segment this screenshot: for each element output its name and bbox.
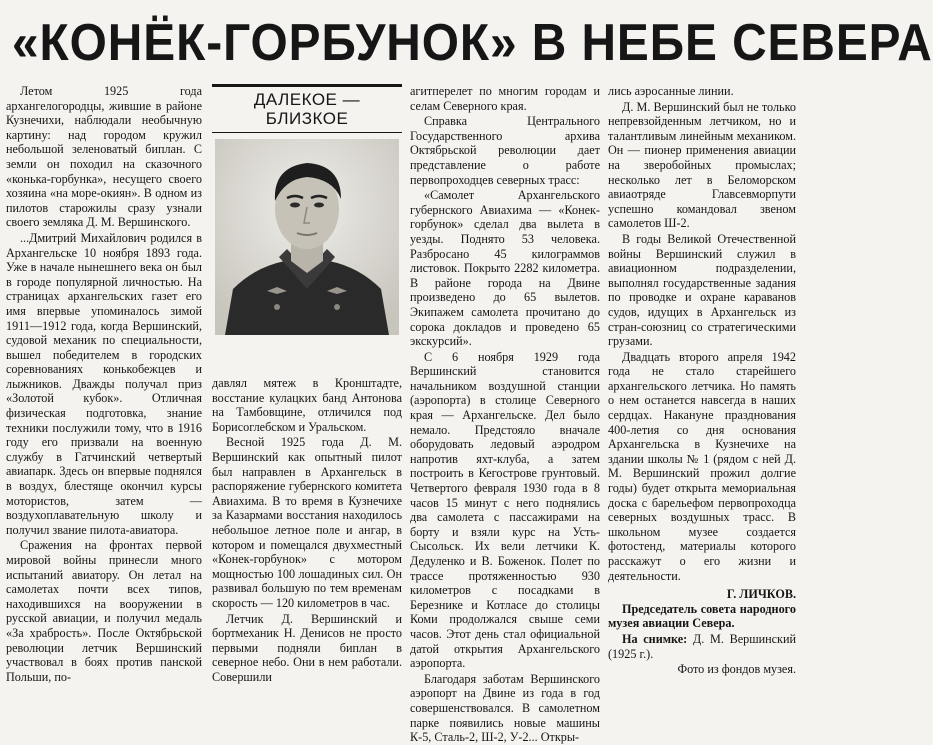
paragraph: Д. М. Вершинский был не только непревзойденным летчиком, но и талантливым линейным механиком. Он — пионер применения авиации на зверобойных промыслах; несколько лет в Беломорском авиаотряде Главсевморпути успешно командовал звеном самолетов Ш-2.	[608, 99, 796, 231]
paragraph: лись аэросанные линии.	[608, 84, 734, 98]
photo-credit: Фото из фондов музея.	[677, 662, 796, 677]
article-column-2	[212, 376, 402, 684]
paragraph: Летом 1925 года архангелогородцы, жившие в районе Кузнечихи, наблюдали необычную картину: над городом кружил небольшой зеленоватый биплан. С земли он походил на сказочного «конька-горбунка», несущего своего хозяина «на море-окиян». В одном из пилотов старожилы сразу узнали своего земляка Д. М. Вершинского.	[6, 84, 202, 230]
paragraph: давлял мятеж в Кронштадте, восстание кулацких банд Антонова на Тамбовщине, отличился под Борисоглебском и Уральском.	[212, 376, 402, 434]
paragraph: Сражения на фронтах первой мировой войны принесли много испытаний авиатору. Он летал на самолетах почти всех типов, находившихся на вооружении в русской авиации, и получил медаль «За храбрость». После Октябрьской революции летчик Вершинский участвовал в боях против панской Польши, по-	[6, 538, 202, 684]
article-column-1	[6, 84, 202, 684]
paragraph: В годы Великой Отечественной войны Вершинский служил в авиационном подразделении, выполнял государственные задания по проводке и охране караванов судов, идущих в Архангельск из стран-союзниц со стратегическими грузами.	[608, 231, 796, 349]
paragraph: ...Дмитрий Михайлович родился в Архангельске 10 ноября 1893 года. Уже в начале нынешнего века он был в городе популярной личностью. На страницах архангельских газет его имя впервые упоминалось зимой 1911—1912 года, когда Вершинский, судовой механик по специальности, вышел победителем в городских соревнованиях конькобежцев и лыжников. Дважды получал приз «Золотой кубок». Отличная физическая подготовка, знание техники послужили тому, что в 1916 году его призвали на военную службу в Гатчинский четвертый авиапарк. Здесь он впервые поднялся в воздух, блестяще окончил курсы мотористов, затем — воздухоплавательную школу и получил звание пилота-авиатора.	[6, 230, 202, 537]
paragraph: Справка Центрального Государственного архива Октябрьской революции дает представление о работе первопроходцев северных трасс:	[410, 114, 600, 187]
rubric-heading: ДАЛЕКОЕ — БЛИЗКОЕ	[212, 84, 402, 133]
article-column-4	[608, 84, 796, 684]
portrait-icon	[215, 139, 399, 335]
author-signature: Г. ЛИЧКОВ.	[726, 587, 796, 602]
paragraph: С 6 ноября 1929 года Вершинский становится начальником воздушной станции (аэропорта) в столице Северного края — Архангельске. Дел было немало. Предстояло вначале оборудовать ледовый аэродром напротив яхт-клуба, а затем построить в Кегострове грунтовый. Четвертого февраля 1930 года в 8 часов 15 минут с него поднялись два самолета с пассажирами на борту и взяли курс на Усть-Сысольск. Их вели летчики К. Дедуленко и В. Боженок. Полет по трассе протяженностью 930 километров с посадками в Березнике и Котласе до столицы Коми продолжался свыше семи часов. Этот день стал официальной датой открытия Архангельского аэропорта.	[410, 349, 600, 671]
paragraph: Весной 1925 года Д. М. Вершинский как опытный пилот был направлен в Архангельск в распоряжение губернского комитета Авиахима. В то время в Кузнечихе за Казармами восстания находилось небольшое летное поле и ангар, в котором и помещался двухместный «Конек-горбунок» с мотором мощностью 100 лошадиных сил. Он развивал большую по тем временам скорость — 120 километров в час.	[212, 435, 402, 610]
portrait-photo	[215, 139, 399, 335]
headline: «КОНЁК-ГОРБУНОК» В НЕБЕ СЕВЕРА	[12, 14, 933, 72]
paragraph: «Самолет Архангельского губернского Авиахима — «Конек-горбунок» сделал два вылета в уезды. Поднято 53 человека. Разбросано 45 килограммов листовок. Покрыто 2282 километра. В районе города на Двине произведено до 65 вылетов. Экипажем самолета прочитано до сорока докладов и проведено 65 экскурсий».	[410, 188, 600, 349]
paragraph: Летчик Д. Вершинский и бортмеханик Н. Денисов не просто первыми подняли биплан в северное небо. Они в нем работали. Совершили	[212, 611, 402, 684]
caption-label: На снимке:	[622, 631, 688, 646]
paragraph: Двадцать второго апреля 1942 года не стало старейшего архангельского летчика. Но память о нем останется навсегда в наших сердцах. Накануне празднования 400-летия со дня основания Архангельска в Кузнечихе на здании школы № 1 (рядом с ней Д. М. Вершинский прожил долгие годы) будет открыта мемориальная доска с барельефом первопроходца северных воздушных трасс. В школьном музее создается фотостенд, материалы которого расскажут о его жизни и деятельности.	[608, 349, 796, 583]
photo-caption	[608, 632, 796, 661]
caption-text: Д. М. Вершинский (1925 г.).	[608, 631, 797, 661]
paragraph: Благодаря заботам Вершинского аэропорт на Двине из года в год совершенствовался. В самолетном парке появились новые машины К-5, Сталь-2, Ш-2, У-2... Откры-	[410, 671, 600, 745]
paragraph: агитперелет по многим городам и селам Северного края.	[410, 84, 600, 113]
rubric-block	[212, 84, 402, 374]
author-title: Председатель совета народного музея авиации Севера.	[608, 601, 796, 631]
article-column-3	[410, 84, 600, 745]
